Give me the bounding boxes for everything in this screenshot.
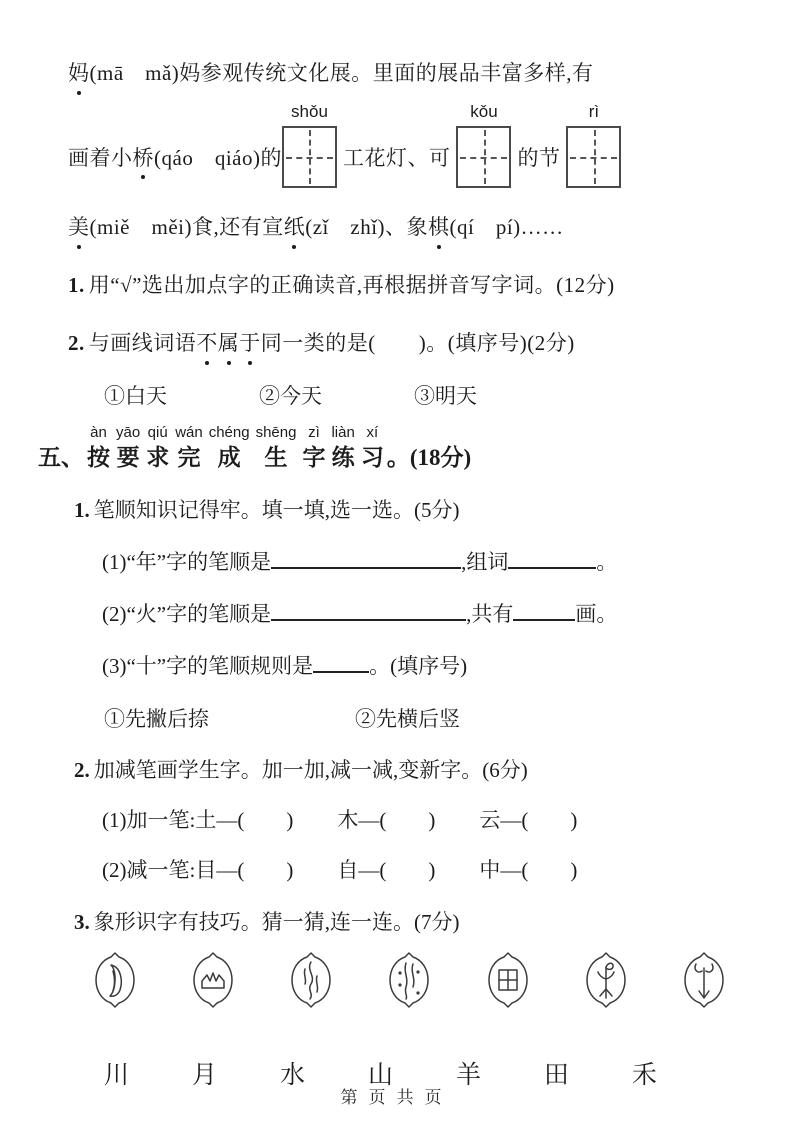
item-2-row-subtract [102, 855, 737, 885]
section-5-prefix: 五、 [38, 445, 84, 470]
sub-stroke-label-and-mu4[interactable] [102, 855, 293, 885]
question-1-number: 1. [68, 273, 85, 297]
item-1-title: 笔顺知识记得牢。填一填,选一选。(5分) [93, 498, 460, 522]
item-1-sub-1 [102, 547, 737, 577]
pinyin-label-shou: shǒu [291, 102, 328, 121]
sub-2-text-a: (2)“火”字的笔顺是 [102, 602, 272, 626]
match-char-yang[interactable]: 羊 [455, 1062, 481, 1089]
answer-blank-word-nian[interactable] [508, 549, 596, 569]
item-1-number: 1. [74, 498, 90, 522]
dotted-char-bu: 不 [196, 328, 218, 358]
pinyin-an: àn [90, 424, 107, 441]
hz-yao: 要 [116, 445, 140, 470]
sub-1-text-b: ,组词 [461, 550, 509, 574]
option-pie-na[interactable]: ①先撇后捺 [104, 707, 209, 731]
answer-blank-rule-shi[interactable] [313, 653, 369, 673]
sub-2-text-c: 画。 [575, 602, 618, 626]
item-1-sub-2 [102, 599, 737, 629]
section-5-item-2 [74, 755, 737, 785]
moon-pictograph-icon[interactable] [92, 951, 138, 1009]
passage-line-2-seg3: 工花灯、可 [342, 146, 451, 170]
passage-line-1 [68, 58, 737, 88]
item-2-number: 2. [74, 758, 90, 782]
question-2-number: 2. [68, 331, 85, 355]
hz-xi: 习 [360, 445, 384, 470]
question-2-post: 同一类的是( )。(填序号)(2分) [260, 331, 575, 355]
dotted-char-ma: 妈 [68, 58, 90, 88]
passage-line-3-seg3: (qí pí)…… [449, 215, 564, 239]
hz-an: 按 [87, 445, 110, 470]
item-3-number: 3. [74, 910, 90, 934]
passage-line-2 [68, 100, 737, 188]
dotted-char-yu: 于 [239, 328, 261, 358]
text-cell [511, 100, 566, 188]
match-char-shan[interactable]: 山 [367, 1062, 393, 1089]
pinyin-xi: xí [366, 424, 379, 441]
pinyin-lian: liàn [331, 424, 355, 441]
option-heng-shu[interactable]: ②先横后竖 [355, 707, 460, 731]
hz-cheng: 成 [217, 445, 241, 470]
sub-stroke-zhong[interactable]: 中—( ) [479, 858, 578, 882]
writing-box-shou[interactable] [282, 126, 337, 188]
sub-1-text-c: 。 [596, 550, 618, 574]
passage-line-2-seg2: (qáo qiáo)的 [154, 146, 282, 170]
pinyin-yao: yāo [116, 424, 141, 441]
add-stroke-label-and-tu[interactable] [102, 805, 293, 835]
match-char-yue[interactable]: 月 [191, 1062, 217, 1089]
add-stroke-label: (1)加一笔: [102, 808, 196, 832]
item-2-row-add [102, 805, 737, 835]
match-char-tian[interactable]: 田 [543, 1062, 569, 1089]
option-jintian[interactable]: ②今天 [259, 384, 322, 408]
writing-box-cell-kou [456, 100, 511, 188]
sub-1-text-a: (1)“年”字的笔顺是 [102, 550, 272, 574]
pinyin-wan: wán [175, 424, 203, 441]
sub-2-text-b: ,共有 [466, 602, 514, 626]
passage-line-2-seg1: 画着小 [68, 146, 133, 170]
answer-blank-stroke-count-huo[interactable] [513, 601, 575, 621]
passage-line-1-text: (mā mǎ)妈参观传统文化展。里面的展品丰富多样,有 [89, 61, 594, 85]
river-pictograph-icon[interactable] [288, 951, 334, 1009]
pinyin-qiu: qiú [147, 424, 168, 441]
pinyin-zi: zì [308, 424, 320, 441]
text-cell [68, 100, 282, 188]
dotted-char-qi: 棋 [428, 212, 450, 242]
question-1 [68, 270, 737, 300]
dotted-char-qiao: 桥 [133, 142, 155, 172]
item-3-title: 象形识字有技巧。猜一猜,连一连。(7分) [93, 910, 460, 934]
option-mingtian[interactable]: ③明天 [414, 384, 477, 408]
add-stroke-mu[interactable]: 木—( ) [337, 808, 436, 832]
sub-3-text-a: (3)“十”字的笔顺规则是 [102, 654, 314, 678]
passage-line-3-seg2: (zǐ zhǐ)、象 [305, 215, 429, 239]
hz-sheng: 生 [264, 445, 288, 470]
add-stroke-yun[interactable]: 云—( ) [479, 808, 578, 832]
sub-stroke-zi[interactable]: 自—( ) [337, 858, 436, 882]
section-5-item-1 [74, 495, 737, 525]
pictograph-row [92, 951, 727, 1009]
item-1-sub-3 [102, 651, 737, 681]
match-char-chuan[interactable]: 川 [104, 1062, 130, 1089]
question-2-options [104, 380, 737, 410]
sub-stroke-mu4: 目—( ) [195, 858, 294, 882]
hz-qiu: 求 [146, 445, 170, 470]
passage-line-3-seg1: (miě měi)食,还有宣 [89, 215, 284, 239]
grain-pictograph-icon[interactable] [583, 951, 629, 1009]
question-1-text: 用“√”选出加点字的正确读音,再根据拼音写字词。(12分) [88, 273, 615, 297]
pinyin-label-ri: rì [588, 102, 600, 121]
writing-box-ri[interactable] [566, 126, 621, 188]
sub-stroke-label: (2)减一笔: [102, 858, 196, 882]
page-footer: 第页共页 [340, 1088, 453, 1107]
question-2-pre: 与画线词语 [88, 331, 197, 355]
pinyin-label-kou: kǒu [470, 102, 498, 121]
writing-box-kou[interactable] [456, 126, 511, 188]
dotted-char-shu: 属 [218, 328, 240, 358]
pinyin-cheng: chéng [208, 424, 250, 441]
hz-zi: 字 [302, 445, 326, 470]
hz-lian: 练 [331, 445, 355, 470]
add-stroke-tu: 土—( ) [195, 808, 294, 832]
item-1-options [104, 703, 737, 733]
writing-box-cell-shou [282, 100, 337, 188]
text-cell [337, 100, 457, 188]
section-5-item-3 [74, 907, 737, 937]
section-5-suffix: 。(18分) [386, 445, 472, 470]
hz-wan: 完 [177, 445, 201, 470]
match-char-shui[interactable]: 水 [279, 1062, 305, 1089]
dotted-char-mei: 美 [68, 212, 90, 242]
answer-blank-stroke-order-huo[interactable] [271, 601, 466, 621]
dotted-char-zhi: 纸 [284, 212, 306, 242]
passage-line-3 [68, 212, 737, 242]
sub-3-text-b: 。(填序号) [369, 654, 468, 678]
match-char-he[interactable]: 禾 [631, 1062, 657, 1089]
answer-blank-stroke-order-nian[interactable] [271, 549, 461, 569]
pinyin-sheng: shēng [255, 424, 297, 441]
passage-line-2-seg4: 的节 [517, 146, 561, 170]
water-pictograph-icon[interactable] [386, 951, 432, 1009]
writing-box-cell-ri [566, 100, 621, 188]
question-2 [68, 328, 737, 358]
option-baitian[interactable]: ①白天 [104, 384, 167, 408]
field-pictograph-icon[interactable] [485, 951, 531, 1009]
section-5-header [38, 424, 737, 473]
item-2-title: 加减笔画学生字。加一加,减一减,变新字。(6分) [93, 758, 528, 782]
mountain-pictograph-icon[interactable] [190, 951, 236, 1009]
sheep-pictograph-icon[interactable] [681, 951, 727, 1009]
